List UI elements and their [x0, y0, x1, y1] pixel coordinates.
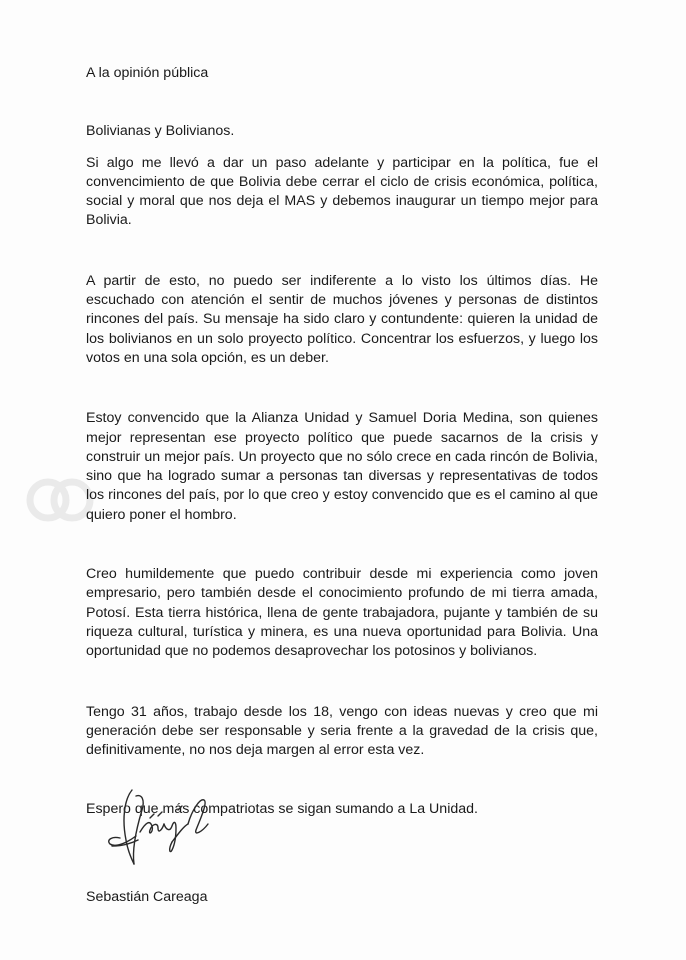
- letter-addressee: A la opinión pública: [86, 65, 209, 81]
- letter-paragraph-2: A partir de esto, no puedo ser indiferente a lo visto los últimos días. He escuchado con atención el sentir de muchos jóvenes y personas de distintos rincones del país. Su mensaje ha sido claro y contundente: quieren la unidad de los bolivianos en un solo proyecto político. Concentrar los esfuerzos, y luego los votos en una sola opción, es un deber.: [86, 272, 598, 366]
- letter-paragraph-4: Creo humildemente que puedo contribuir desde mi experiencia como joven empresario, pero también desde el conocimiento profundo de mi tierra amada, Potosí. Esta tierra histórica, llena de gente trabajadora, pujante y también de su riqueza cultural, turística y minera, es una nueva oportunidad para Bolivia. Una oportunidad que no podemos desaprovechar los potosinos y bolivianos.: [86, 566, 598, 660]
- letter-paragraph-5: Tengo 31 años, trabajo desde los 18, vengo con ideas nuevas y creo que mi generación debe ser responsable y seria frente a la gravedad de la crisis que, definitivamente, no nos deja margen al error esta vez.: [86, 703, 598, 759]
- handwritten-signature: [92, 780, 222, 870]
- letter-body: [86, 64, 598, 820]
- letter-paragraph-3: Estoy convencido que la Alianza Unidad y Samuel Doria Medina, son quienes mejor representan ese proyecto político que puede sacarnos de la crisis y construir un mejor país. Un proyecto que no sólo crece en cada rincón de Bolivia, sino que ha logrado sumar a personas tan diversas y representativas de todos los rincones del país, por lo que creo y estoy convencido que es el camino al que quiero poner el hombro.: [86, 410, 598, 523]
- letter-closing: Espero que más compatriotas se sigan sumando a La Unidad.: [86, 801, 478, 818]
- letter-salutation: Bolivianas y Bolivianos.: [86, 123, 235, 140]
- letter-paragraph-1: Si algo me llevó a dar un paso adelante y participar en la política, fue el convencimiento de que Bolivia debe cerrar el ciclo de crisis económica, política, social y moral que nos deja el MAS y debemos inaugurar un tiempo mejor para Bolivia.: [86, 154, 598, 229]
- signer-name: Sebastián Careaga: [86, 889, 208, 905]
